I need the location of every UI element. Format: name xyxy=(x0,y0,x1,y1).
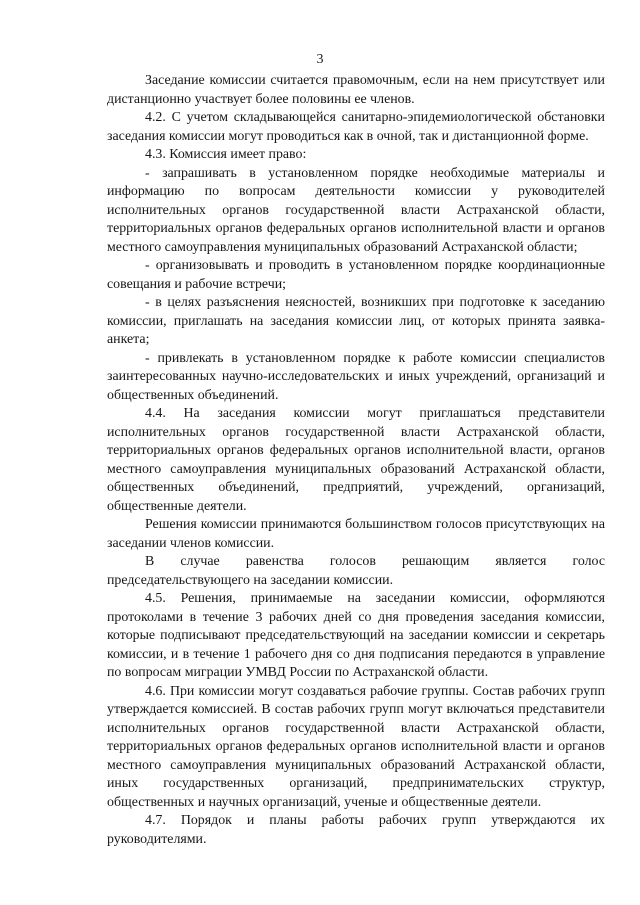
paragraph-4-6: 4.6. При комиссии могут создаваться рабочие группы. Состав рабочих групп утверждается комиссией. В состав рабочих групп могут включаться представители исполнительных органов государственной власти Астраханской области, территориальных органов федеральных органов исполнительной власти и органов местного самоуправления муниципальных образований Астраханской области, иных государственных организаций, предпринимательских структур, общественных и научных организаций, ученые и общественные деятели. xyxy=(107,683,605,810)
document-body xyxy=(107,72,605,849)
paragraph-tie-vote: В случае равенства голосов решающим является голос председательствующего на заседании комиссии. xyxy=(107,554,605,588)
paragraph-4-2: 4.2. С учетом складывающейся санитарно-эпидемиологической обстановки заседания комиссии могут проводиться как в очной, так и дистанционной форме. xyxy=(107,110,605,144)
page-number: 3 xyxy=(316,52,324,67)
paragraph-4-7: 4.7. Порядок и планы работы рабочих групп утверждаются их руководителями. xyxy=(107,813,605,847)
paragraph-right-involve-specialists: - привлекать в установленном порядке к работе комиссии специалистов заинтересованных научно-исследовательских и иных учреждений, организаций и общественных объединений. xyxy=(107,350,605,403)
paragraph-quorum: Заседание комиссии считается правомочным, если на нем присутствует или дистанционно участвует более половины ее членов. xyxy=(107,73,605,107)
paragraph-right-request-materials: - запрашивать в установленном порядке необходимые материалы и информацию по вопросам деятельности комиссии у руководителей исполнительных органов государственной власти Астраханской области, территориальных органов федеральных органов исполнительной власти и органов местного самоуправления муниципальных образований Астраханской области; xyxy=(107,165,605,255)
paragraph-4-5: 4.5. Решения, принимаемые на заседании комиссии, оформляются протоколами в течение 3 рабочих дней со дня проведения заседания комиссии, которые подписывают председательствующий на заседании комиссии и секретарь комиссии, и в течение 1 рабочего дня со дня подписания передаются в управление по вопросам миграции УМВД России по Астраханской области. xyxy=(107,591,605,680)
paragraph-4-4: 4.4. На заседания комиссии могут приглашаться представители исполнительных органов государственной власти Астраханской области, территориальных органов федеральных органов исполнительной власти, органов местного самоуправления муниципальных образований Астраханской области, общественных объединений, предприятий, учреждений, организаций, общественные деятели. xyxy=(107,406,605,514)
paragraph-right-invite-persons: - в целях разъяснения неясностей, возникших при подготовке к заседанию комиссии, приглашать на заседания комиссии лиц, от которых принята заявка-анкета; xyxy=(107,295,605,347)
paragraph-4-3: 4.3. Комиссия имеет право: xyxy=(145,147,307,162)
paragraph-decisions-majority: Решения комиссии принимаются большинством голосов присутствующих на заседании членов комиссии. xyxy=(107,517,605,551)
paragraph-right-organize-meetings: - организовывать и проводить в установленном порядке координационные совещания и рабочие встречи; xyxy=(107,258,605,292)
